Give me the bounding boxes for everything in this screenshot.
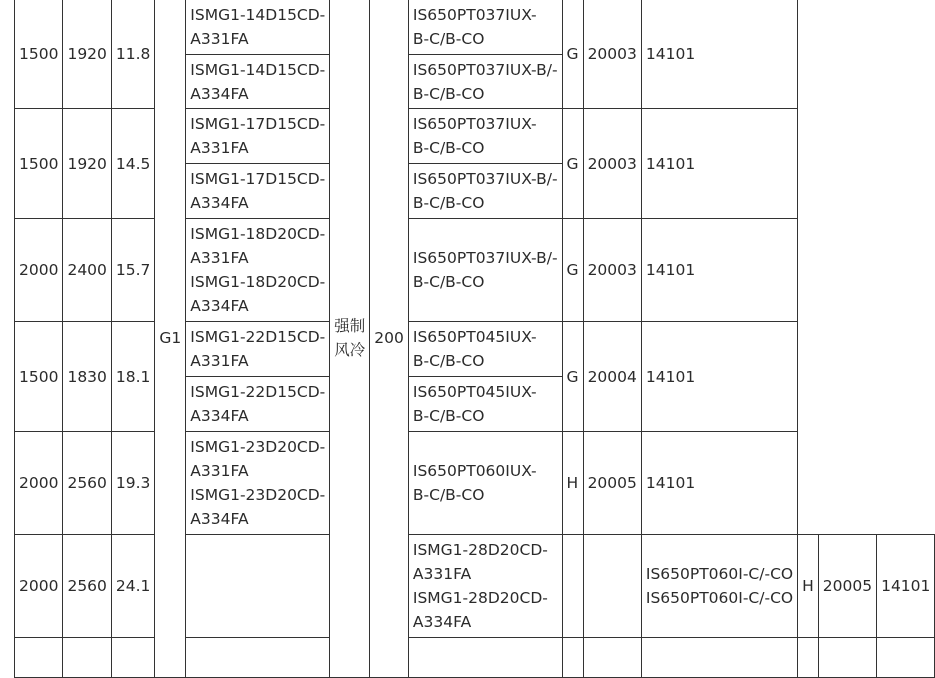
- code2-cell: 14101: [641, 0, 797, 109]
- motor-model-cell: [186, 377, 330, 432]
- motor-model-cell: [186, 0, 330, 55]
- motor-model-line: ISMG1-17D15CD-: [190, 115, 326, 133]
- drive-model-cell: [641, 535, 797, 638]
- motor-model-line: ISMG1-28D20CD-: [412, 589, 548, 607]
- table-row: [15, 432, 935, 535]
- drive-model-line: IS650PT037IUX-B/-: [412, 170, 558, 188]
- motor-model-line: A331FA: [190, 462, 249, 480]
- max-power-cell: 2560: [63, 432, 111, 535]
- series-cell: G1: [155, 0, 186, 678]
- code1-cell: 20003: [583, 109, 641, 219]
- code1-cell: 20003: [583, 0, 641, 109]
- power-cell: 2000: [15, 432, 63, 535]
- torque-cell: 15.7: [111, 219, 155, 322]
- cooling-line: 风冷: [334, 341, 366, 359]
- drive-model-cell: [408, 109, 562, 164]
- max-power-cell: 1920: [63, 0, 111, 109]
- drive-model-line: IS650PT037IUX-: [412, 5, 537, 24]
- motor-model-line: ISMG1-14D15CD-: [190, 60, 326, 79]
- motor-model-line: ISMG1-23D20CD-: [190, 438, 326, 456]
- motor-model-cell: [186, 322, 330, 377]
- torque-cell: 11.8: [111, 0, 155, 109]
- table-row: [15, 535, 935, 638]
- size-cell: G: [562, 0, 583, 109]
- code1-cell: 20005: [583, 432, 641, 535]
- code2-cell: 14101: [641, 322, 797, 432]
- power-cell: 1500: [15, 322, 63, 432]
- drive-model-cell: [408, 322, 562, 377]
- motor-model-cell: [186, 55, 330, 109]
- drive-model-cell: [408, 0, 562, 55]
- code1-cell: 20003: [583, 219, 641, 322]
- drive-model-cell: [408, 164, 562, 219]
- drive-model-line: B-C/B-CO: [412, 194, 485, 212]
- cooling-line: 强制: [334, 317, 366, 335]
- cooling-cell-empty: [562, 535, 583, 638]
- voltage-cell: 200: [370, 0, 409, 678]
- size-cell: H: [798, 535, 819, 638]
- drive-model-line: IS650PT045IUX-: [412, 328, 537, 346]
- motor-model-line: A331FA: [190, 249, 249, 267]
- torque-cell: 24.1: [111, 535, 155, 638]
- drive-model-line: B-C/B-CO: [412, 352, 485, 370]
- code1-cell: 20005: [818, 535, 876, 638]
- table-row: [15, 0, 935, 55]
- table-row: [15, 322, 935, 377]
- drive-model-line: IS650PT045IUX-: [412, 383, 537, 401]
- drive-model-line: IS650PT060I-C/-CO: [645, 589, 794, 607]
- drive-model-line: B-C/B-CO: [412, 273, 485, 291]
- motor-model-cell: [408, 535, 562, 638]
- table-row: [15, 638, 935, 678]
- motor-model-line: A331FA: [190, 352, 249, 370]
- motor-model-line: A334FA: [190, 194, 249, 212]
- max-power-cell: 2560: [63, 535, 111, 638]
- torque-cell: 14.5: [111, 109, 155, 219]
- torque-cell: 19.3: [111, 432, 155, 535]
- motor-model-line: A334FA: [190, 407, 249, 425]
- cooling-cell: [330, 0, 370, 678]
- code2-cell: 14101: [641, 109, 797, 219]
- motor-model-line: A331FA: [190, 29, 249, 48]
- motor-model-line: ISMG1-18D20CD-: [190, 225, 326, 243]
- voltage-cell-empty: [583, 535, 641, 638]
- power-cell: 2000: [15, 535, 63, 638]
- spec-table-container: [14, 0, 935, 678]
- motor-model-line: A334FA: [190, 297, 249, 315]
- drive-model-line: IS650PT037IUX-B/-: [412, 60, 558, 79]
- drive-model-line: B-C/B-CO: [412, 486, 485, 504]
- size-cell: G: [562, 322, 583, 432]
- max-power-cell: 1830: [63, 322, 111, 432]
- size-cell: H: [562, 432, 583, 535]
- motor-model-line: A331FA: [412, 565, 472, 583]
- drive-model-line: B-C/B-CO: [412, 407, 485, 425]
- motor-model-line: A334FA: [412, 613, 472, 631]
- motor-model-line: ISMG1-28D20CD-: [412, 541, 548, 559]
- drive-model-cell: [408, 55, 562, 109]
- motor-model-line: ISMG1-22D15CD-: [190, 328, 326, 346]
- torque-cell: 18.1: [111, 322, 155, 432]
- motor-model-line: ISMG1-18D20CD-: [190, 273, 326, 291]
- drive-model-line: IS650PT037IUX-: [412, 115, 537, 133]
- drive-model-cell: [408, 219, 562, 322]
- motor-model-line: A334FA: [190, 84, 249, 103]
- power-cell: 2000: [15, 219, 63, 322]
- series-cell-empty: [186, 535, 330, 638]
- drive-model-line: B-C/B-CO: [412, 84, 485, 103]
- code2-cell: 14101: [641, 432, 797, 535]
- motor-model-line: ISMG1-22D15CD-: [190, 383, 326, 401]
- size-cell: G: [562, 109, 583, 219]
- code2-cell: 14101: [877, 535, 935, 638]
- spec-table: [14, 0, 935, 678]
- drive-model-line: IS650PT060IUX-: [412, 462, 537, 480]
- max-power-cell: 2400: [63, 219, 111, 322]
- table-row: [15, 109, 935, 164]
- motor-model-cell: [186, 432, 330, 535]
- drive-model-line: B-C/B-CO: [412, 29, 485, 48]
- table-row: [15, 219, 935, 322]
- power-cell: 1500: [15, 109, 63, 219]
- code1-cell: 20004: [583, 322, 641, 432]
- size-cell: G: [562, 219, 583, 322]
- power-cell: 1500: [15, 0, 63, 109]
- motor-model-line: A334FA: [190, 510, 249, 528]
- motor-model-cell: [186, 109, 330, 164]
- drive-model-line: IS650PT060I-C/-CO: [645, 565, 794, 583]
- drive-model-cell: [408, 432, 562, 535]
- motor-model-line: ISMG1-23D20CD-: [190, 486, 326, 504]
- code2-cell: 14101: [641, 219, 797, 322]
- motor-model-line: A331FA: [190, 139, 249, 157]
- drive-model-line: B-C/B-CO: [412, 139, 485, 157]
- motor-model-line: ISMG1-14D15CD-: [190, 5, 326, 24]
- motor-model-cell: [186, 219, 330, 322]
- max-power-cell: 1920: [63, 109, 111, 219]
- drive-model-line: IS650PT037IUX-B/-: [412, 249, 558, 267]
- motor-model-line: ISMG1-17D15CD-: [190, 170, 326, 188]
- motor-model-cell: [186, 164, 330, 219]
- drive-model-cell: [408, 377, 562, 432]
